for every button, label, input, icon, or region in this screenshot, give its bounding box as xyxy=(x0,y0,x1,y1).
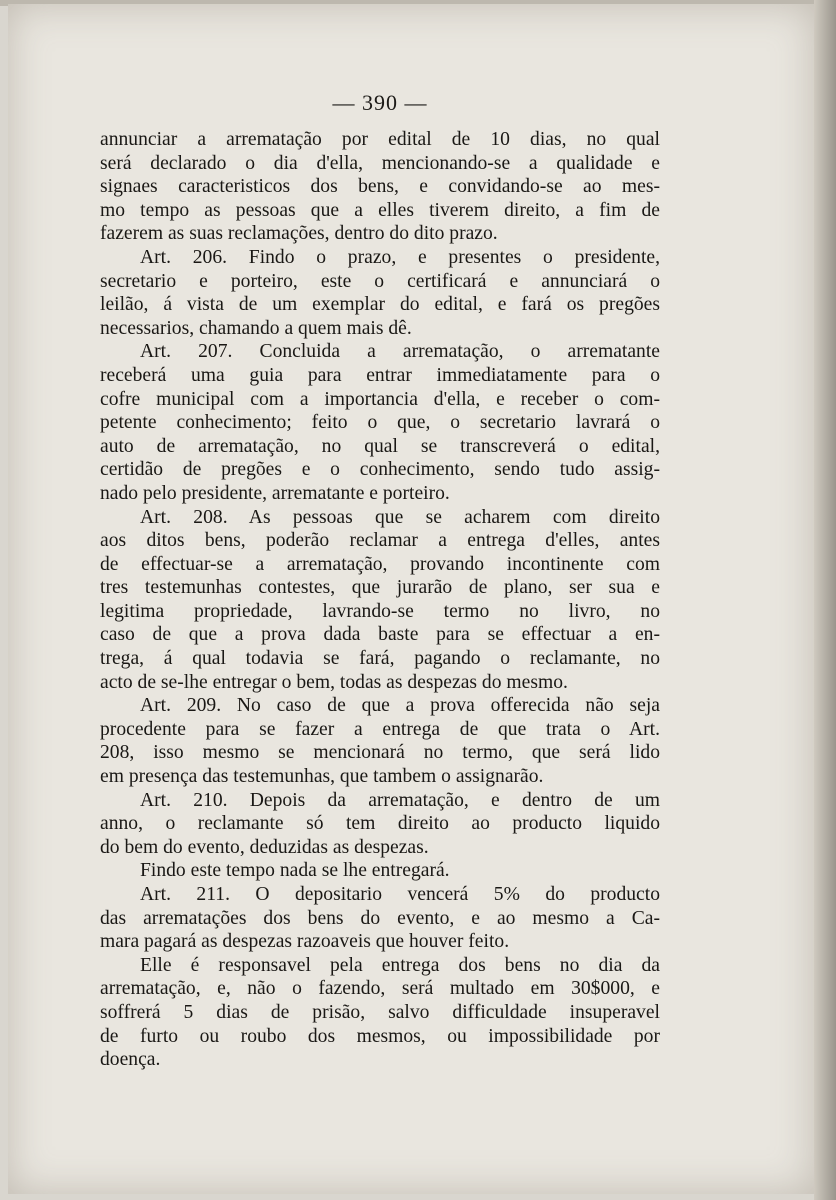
text-line: petente conhecimento; feito o que, o secretario lavrará o xyxy=(100,412,660,434)
text-line: tres testemunhas contestes, que jurarão de plano, ser sua e xyxy=(100,577,660,599)
text-line: Art. 210. Depois da arrematação, e dentro de um xyxy=(140,789,660,811)
text-line: secretario e porteiro, este o certificará e annunciará o xyxy=(100,270,660,292)
text-line: arrematação, e, não o fazendo, será multado em 30$000, e xyxy=(100,978,660,1000)
text-line: do bem do evento, deduzidas as despezas. xyxy=(100,836,429,858)
text-line: mara pagará as despezas razoaveis que houver feito. xyxy=(100,931,510,953)
text-line: será declarado o dia d'ella, mencionando-se a qualidade e xyxy=(100,152,660,174)
text-line: 208, isso mesmo se mencionará no termo, que será lido xyxy=(100,742,660,764)
text-line: Elle é responsavel pela entrega dos bens no dia da xyxy=(140,954,660,976)
text-line: fazerem as suas reclamações, dentro do dito prazo. xyxy=(100,223,498,245)
text-line: de effectuar-se a arrematação, provando incontinente com xyxy=(100,553,660,575)
text-line: certidão de pregões e o conhecimento, sendo tudo assig- xyxy=(100,459,660,481)
text-line: doença. xyxy=(100,1049,161,1071)
text-line: trega, á qual todavia se fará, pagando o reclamante, no xyxy=(100,648,660,670)
text-line: Art. 209. No caso de que a prova offerecida não seja xyxy=(140,695,660,717)
text-line: necessarios, chamando a quem mais dê. xyxy=(100,317,412,339)
text-line: aos ditos bens, poderão reclamar a entrega d'elles, antes xyxy=(100,530,660,552)
text-line: signaes caracteristicos dos bens, e convidando-se ao mes- xyxy=(100,176,660,198)
text-line: acto de se-lhe entregar o bem, todas as despezas do mesmo. xyxy=(100,671,568,693)
text-line: procedente para se fazer a entrega de que trata o Art. xyxy=(100,718,660,740)
text-line: Art. 208. As pessoas que se acharem com direito xyxy=(140,506,660,528)
text-line: Art. 206. Findo o prazo, e presentes o presidente, xyxy=(140,246,660,268)
text-line: em presença das testemunhas, que tambem o assignarão. xyxy=(100,766,544,788)
text-line: soffrerá 5 dias de prisão, salvo difficuldade insuperavel xyxy=(100,1001,660,1023)
page-number: — 390 — xyxy=(332,90,428,115)
text-line: Art. 211. O depositario vencerá 5% do producto xyxy=(140,884,660,905)
text-line: cofre municipal com a importancia d'ella, e receber o com- xyxy=(100,388,660,410)
text-line: Art. 207. Concluida a arrematação, o arrematante xyxy=(140,341,660,363)
text-line: receberá uma guia para entrar immediatamente para o xyxy=(100,364,660,386)
text-line: de furto ou roubo dos mesmos, ou impossibilidade por xyxy=(100,1025,660,1047)
text-line: nado pelo presidente, arrematante e porteiro. xyxy=(100,482,450,504)
page-binding-edge xyxy=(814,0,836,1200)
text-line: annunciar a arrematação por edital de 10 dias, no qual xyxy=(100,129,660,150)
text-line: Findo este tempo nada se lhe entregará. xyxy=(140,860,450,882)
page-body-text xyxy=(100,128,660,1072)
text-line: anno, o reclamante só tem direito ao producto liquido xyxy=(100,813,660,835)
text-line: caso de que a prova dada baste para se effectuar a en- xyxy=(100,624,660,646)
text-line: auto de arrematação, no qual se transcreverá o edital, xyxy=(100,435,660,457)
text-line: legitima propriedade, lavrando-se termo no livro, no xyxy=(100,600,660,622)
text-line: leilão, á vista de um exemplar do edital, e fará os pregões xyxy=(100,294,660,316)
text-line: das arrematações dos bens do evento, e ao mesmo a Ca- xyxy=(100,907,660,929)
text-line: mo tempo as pessoas que a elles tiverem direito, a fim de xyxy=(100,199,660,221)
